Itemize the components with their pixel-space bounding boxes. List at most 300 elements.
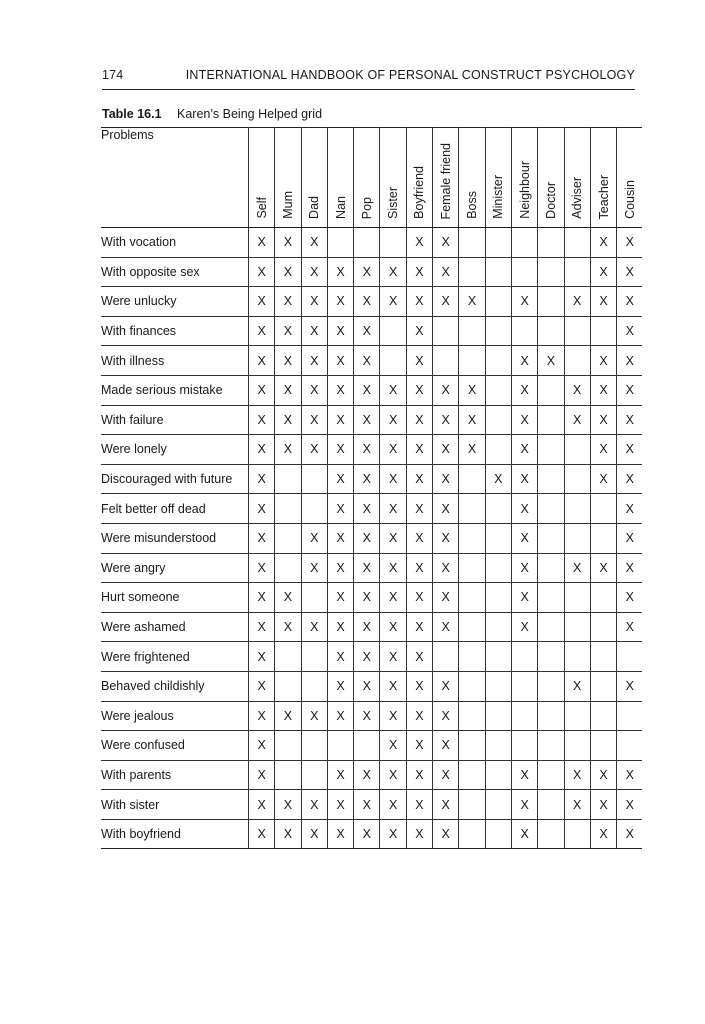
grid-cell: X — [433, 523, 459, 553]
grid-cell: X — [617, 257, 643, 287]
grid-cell: X — [617, 316, 643, 346]
grid-cell: X — [301, 287, 327, 317]
column-header — [433, 128, 459, 228]
column-header-label: Dad — [306, 196, 321, 219]
grid-cell: X — [354, 642, 380, 672]
grid-cell — [564, 346, 590, 376]
grid-cell: X — [564, 287, 590, 317]
grid-cell — [459, 760, 485, 790]
grid-cell: X — [406, 553, 432, 583]
grid-cell: X — [354, 819, 380, 849]
grid-cell — [538, 583, 564, 613]
grid-cell: X — [249, 731, 275, 761]
grid-cell: X — [275, 257, 301, 287]
grid-cell — [617, 642, 643, 672]
grid-cell: X — [433, 494, 459, 524]
grid-cell: X — [406, 701, 432, 731]
grid-cell — [564, 701, 590, 731]
column-header-label: Boss — [464, 191, 479, 219]
grid-cell: X — [327, 819, 353, 849]
grid-cell: X — [433, 731, 459, 761]
grid-cell: X — [433, 405, 459, 435]
grid-cell: X — [590, 375, 616, 405]
grid-cell — [590, 731, 616, 761]
table-row — [101, 494, 642, 524]
grid-cell: X — [485, 464, 511, 494]
grid-cell — [564, 583, 590, 613]
column-header-label: Nan — [333, 196, 348, 219]
running-title: INTERNATIONAL HANDBOOK OF PERSONAL CONSTRUCT PSYCHOLOGY — [185, 68, 635, 82]
column-header-label: Sister — [385, 187, 400, 219]
grid-cell: X — [301, 790, 327, 820]
grid-cell: X — [433, 435, 459, 465]
grid-cell: X — [538, 346, 564, 376]
grid-cell: X — [354, 464, 380, 494]
grid-cell: X — [406, 405, 432, 435]
grid-cell: X — [249, 583, 275, 613]
grid-cell — [275, 523, 301, 553]
grid-cell: X — [617, 553, 643, 583]
grid-cell — [459, 464, 485, 494]
grid-cell — [301, 642, 327, 672]
column-header-label: Cousin — [622, 180, 637, 219]
grid-cell: X — [354, 671, 380, 701]
grid-cell — [538, 405, 564, 435]
grid-cell — [538, 375, 564, 405]
grid-cell: X — [406, 316, 432, 346]
grid-cell — [275, 731, 301, 761]
grid-cell — [301, 464, 327, 494]
grid-cell: X — [327, 523, 353, 553]
grid-cell: X — [327, 494, 353, 524]
row-label: Were ashamed — [101, 612, 249, 642]
grid-cell — [617, 701, 643, 731]
grid-cell: X — [301, 228, 327, 258]
header-rule — [102, 89, 635, 90]
grid-cell: X — [617, 405, 643, 435]
table-row — [101, 583, 642, 613]
grid-cell — [538, 760, 564, 790]
row-label: Were confused — [101, 731, 249, 761]
table-row — [101, 287, 642, 317]
grid-cell: X — [301, 257, 327, 287]
grid-cell: X — [249, 701, 275, 731]
column-header-label: Pop — [359, 196, 374, 219]
grid-cell: X — [617, 494, 643, 524]
grid-cell: X — [590, 346, 616, 376]
column-header — [538, 128, 564, 228]
column-header-label: Minister — [491, 175, 506, 219]
grid-cell: X — [380, 375, 406, 405]
grid-cell — [459, 494, 485, 524]
grid-cell: X — [327, 642, 353, 672]
grid-cell: X — [354, 701, 380, 731]
grid-cell: X — [249, 346, 275, 376]
grid-cell: X — [433, 583, 459, 613]
grid-cell: X — [380, 819, 406, 849]
grid-cell: X — [275, 583, 301, 613]
grid-cell — [564, 316, 590, 346]
grid-cell — [459, 583, 485, 613]
grid-cell: X — [275, 287, 301, 317]
grid-cell: X — [406, 346, 432, 376]
grid-cell: X — [459, 405, 485, 435]
grid-cell — [564, 731, 590, 761]
grid-cell: X — [511, 464, 537, 494]
row-label: Discouraged with future — [101, 464, 249, 494]
grid-cell: X — [275, 612, 301, 642]
grid-cell: X — [380, 583, 406, 613]
grid-cell: X — [406, 464, 432, 494]
grid-cell: X — [354, 583, 380, 613]
column-header — [564, 128, 590, 228]
grid-cell — [433, 346, 459, 376]
grid-cell — [485, 642, 511, 672]
grid-cell: X — [354, 494, 380, 524]
row-label: Were lonely — [101, 435, 249, 465]
grid-cell — [590, 583, 616, 613]
grid-cell: X — [406, 375, 432, 405]
grid-cell: X — [249, 257, 275, 287]
row-label: Were misunderstood — [101, 523, 249, 553]
grid-cell: X — [249, 642, 275, 672]
table-row — [101, 464, 642, 494]
grid-cell: X — [327, 316, 353, 346]
grid-cell: X — [354, 375, 380, 405]
column-header-label: Female friend — [438, 142, 453, 219]
grid-cell — [354, 228, 380, 258]
grid-cell: X — [327, 287, 353, 317]
grid-cell: X — [617, 671, 643, 701]
table-row — [101, 790, 642, 820]
grid-cell: X — [327, 671, 353, 701]
grid-cell: X — [249, 553, 275, 583]
table-row — [101, 228, 642, 258]
column-header-label: Self — [254, 197, 269, 219]
grid-cell — [459, 671, 485, 701]
grid-cell: X — [406, 257, 432, 287]
grid-cell — [485, 701, 511, 731]
row-label: With sister — [101, 790, 249, 820]
grid-cell: X — [327, 612, 353, 642]
grid-cell: X — [433, 228, 459, 258]
grid-cell — [459, 523, 485, 553]
grid-cell: X — [301, 316, 327, 346]
grid-cell: X — [617, 464, 643, 494]
grid-cell — [485, 671, 511, 701]
grid-cell: X — [511, 494, 537, 524]
row-label: With opposite sex — [101, 257, 249, 287]
table-number: Table 16.1 — [102, 107, 162, 121]
row-label: Were unlucky — [101, 287, 249, 317]
grid-cell — [564, 257, 590, 287]
grid-cell: X — [564, 553, 590, 583]
grid-cell — [433, 316, 459, 346]
grid-cell: X — [380, 494, 406, 524]
column-header-label: Teacher — [596, 174, 611, 219]
column-header — [354, 128, 380, 228]
table-row — [101, 316, 642, 346]
grid-cell — [564, 819, 590, 849]
grid-cell — [538, 228, 564, 258]
grid-cell: X — [354, 612, 380, 642]
grid-cell: X — [433, 287, 459, 317]
grid-cell — [485, 553, 511, 583]
grid-cell — [538, 642, 564, 672]
grid-cell: X — [275, 701, 301, 731]
grid-cell — [301, 494, 327, 524]
grid-cell: X — [275, 790, 301, 820]
grid-cell: X — [354, 346, 380, 376]
grid-cell: X — [249, 671, 275, 701]
grid-cell: X — [249, 494, 275, 524]
grid-cell: X — [564, 405, 590, 435]
grid-cell — [459, 701, 485, 731]
grid-cell — [617, 731, 643, 761]
grid-cell — [564, 494, 590, 524]
grid-cell: X — [511, 553, 537, 583]
grid-cell: X — [380, 790, 406, 820]
grid-cell: X — [406, 583, 432, 613]
grid-cell — [459, 316, 485, 346]
grid-cell: X — [459, 287, 485, 317]
grid-cell: X — [301, 405, 327, 435]
grid-cell: X — [617, 287, 643, 317]
grid-cell — [459, 819, 485, 849]
grid-cell — [327, 731, 353, 761]
grid-cell: X — [406, 523, 432, 553]
table-row — [101, 405, 642, 435]
grid-cell — [459, 228, 485, 258]
grid-cell: X — [249, 464, 275, 494]
row-label: Made serious mistake — [101, 375, 249, 405]
grid-cell — [538, 464, 564, 494]
grid-cell — [564, 435, 590, 465]
table-row — [101, 346, 642, 376]
grid-cell — [485, 228, 511, 258]
column-header — [459, 128, 485, 228]
grid-body — [101, 228, 642, 849]
grid-cell — [538, 790, 564, 820]
grid-cell: X — [354, 316, 380, 346]
table-row — [101, 257, 642, 287]
grid-cell: X — [249, 316, 275, 346]
grid-cell — [380, 316, 406, 346]
grid-cell — [327, 228, 353, 258]
grid-cell: X — [433, 701, 459, 731]
column-header — [301, 128, 327, 228]
grid-cell: X — [327, 790, 353, 820]
grid-cell: X — [433, 790, 459, 820]
grid-cell — [511, 671, 537, 701]
grid-cell: X — [617, 819, 643, 849]
grid-cell: X — [433, 671, 459, 701]
grid-cell: X — [380, 612, 406, 642]
grid-cell: X — [511, 287, 537, 317]
column-header-label: Adviser — [569, 177, 584, 219]
row-label: Hurt someone — [101, 583, 249, 613]
grid-cell — [511, 731, 537, 761]
grid-cell: X — [275, 375, 301, 405]
grid-cell — [485, 731, 511, 761]
table-row — [101, 612, 642, 642]
grid-cell: X — [301, 701, 327, 731]
column-header — [406, 128, 432, 228]
grid-cell: X — [564, 790, 590, 820]
grid-cell — [485, 612, 511, 642]
grid-cell — [485, 760, 511, 790]
grid-cell: X — [354, 553, 380, 583]
grid-cell: X — [380, 464, 406, 494]
grid-cell — [459, 257, 485, 287]
grid-cell — [538, 671, 564, 701]
grid-cell — [485, 405, 511, 435]
row-label: Behaved childishly — [101, 671, 249, 701]
grid-cell: X — [275, 405, 301, 435]
grid-cell: X — [380, 405, 406, 435]
page-number: 174 — [102, 68, 124, 82]
grid-cell — [590, 523, 616, 553]
grid-cell: X — [301, 346, 327, 376]
grid-cell: X — [327, 257, 353, 287]
row-label: Were angry — [101, 553, 249, 583]
column-header — [249, 128, 275, 228]
grid-cell: X — [380, 257, 406, 287]
grid-cell: X — [511, 523, 537, 553]
column-header — [590, 128, 616, 228]
row-label: Were frightened — [101, 642, 249, 672]
table-row — [101, 701, 642, 731]
grid-cell: X — [617, 375, 643, 405]
grid-cell — [538, 553, 564, 583]
grid-cell: X — [406, 612, 432, 642]
grid-cell: X — [249, 375, 275, 405]
grid-cell — [590, 494, 616, 524]
grid-cell: X — [406, 642, 432, 672]
grid-cell — [538, 257, 564, 287]
grid-cell: X — [354, 257, 380, 287]
grid-cell — [485, 257, 511, 287]
grid-cell: X — [249, 523, 275, 553]
column-header — [327, 128, 353, 228]
grid-cell: X — [590, 760, 616, 790]
grid-cell — [275, 671, 301, 701]
being-helped-grid — [101, 127, 642, 849]
grid-cell: X — [327, 346, 353, 376]
grid-cell: X — [511, 612, 537, 642]
grid-cell: X — [406, 760, 432, 790]
grid-cell — [538, 316, 564, 346]
grid-cell: X — [617, 346, 643, 376]
grid-cell: X — [564, 375, 590, 405]
grid-cell — [485, 435, 511, 465]
table-title: Karen’s Being Helped grid — [177, 107, 323, 121]
grid-cell: X — [617, 435, 643, 465]
column-header-label: Boyfriend — [412, 166, 427, 219]
grid-cell: X — [511, 346, 537, 376]
table-caption — [102, 107, 322, 121]
grid-cell: X — [590, 464, 616, 494]
grid-cell — [538, 612, 564, 642]
table-row — [101, 671, 642, 701]
grid-cell: X — [275, 435, 301, 465]
grid-cell: X — [433, 257, 459, 287]
grid-cell: X — [380, 671, 406, 701]
grid-cell: X — [511, 375, 537, 405]
grid-cell: X — [327, 464, 353, 494]
grid-cell: X — [275, 346, 301, 376]
grid-cell: X — [354, 435, 380, 465]
grid-cell: X — [327, 583, 353, 613]
grid-cell: X — [511, 405, 537, 435]
grid-cell: X — [249, 612, 275, 642]
grid-cell — [538, 435, 564, 465]
grid-cell: X — [380, 701, 406, 731]
grid-cell — [485, 316, 511, 346]
grid-cell: X — [380, 760, 406, 790]
grid-cell: X — [511, 819, 537, 849]
grid-cell: X — [433, 760, 459, 790]
grid-cell: X — [301, 612, 327, 642]
grid-cell — [275, 553, 301, 583]
grid-cell — [301, 731, 327, 761]
grid-cell: X — [249, 287, 275, 317]
grid-cell — [590, 612, 616, 642]
grid-cell — [485, 523, 511, 553]
grid-cell: X — [564, 760, 590, 790]
row-label: With illness — [101, 346, 249, 376]
grid-cell: X — [590, 553, 616, 583]
grid-cell — [511, 316, 537, 346]
table-row — [101, 553, 642, 583]
row-label: Were jealous — [101, 701, 249, 731]
table-row — [101, 642, 642, 672]
grid-cell: X — [406, 731, 432, 761]
grid-cell — [511, 228, 537, 258]
row-label: With parents — [101, 760, 249, 790]
grid-cell: X — [617, 790, 643, 820]
row-label: With finances — [101, 316, 249, 346]
grid-cell: X — [617, 523, 643, 553]
grid-cell: X — [275, 228, 301, 258]
grid-cell: X — [301, 523, 327, 553]
grid-cell: X — [327, 375, 353, 405]
grid-cell: X — [327, 701, 353, 731]
grid-cell: X — [327, 435, 353, 465]
grid-cell — [538, 819, 564, 849]
grid-cell: X — [406, 819, 432, 849]
column-header-row — [101, 128, 642, 228]
grid-cell — [538, 731, 564, 761]
table-row — [101, 523, 642, 553]
grid-cell — [485, 790, 511, 820]
grid-cell — [459, 790, 485, 820]
table-row — [101, 375, 642, 405]
grid-cell — [301, 760, 327, 790]
grid-cell: X — [301, 819, 327, 849]
grid-cell: X — [433, 464, 459, 494]
column-header — [485, 128, 511, 228]
grid-cell — [380, 346, 406, 376]
grid-cell: X — [406, 435, 432, 465]
grid-cell — [459, 346, 485, 376]
grid-cell: X — [617, 612, 643, 642]
grid-cell — [459, 731, 485, 761]
grid-cell: X — [590, 287, 616, 317]
grid-cell: X — [301, 375, 327, 405]
grid-cell — [564, 228, 590, 258]
table-row — [101, 819, 642, 849]
